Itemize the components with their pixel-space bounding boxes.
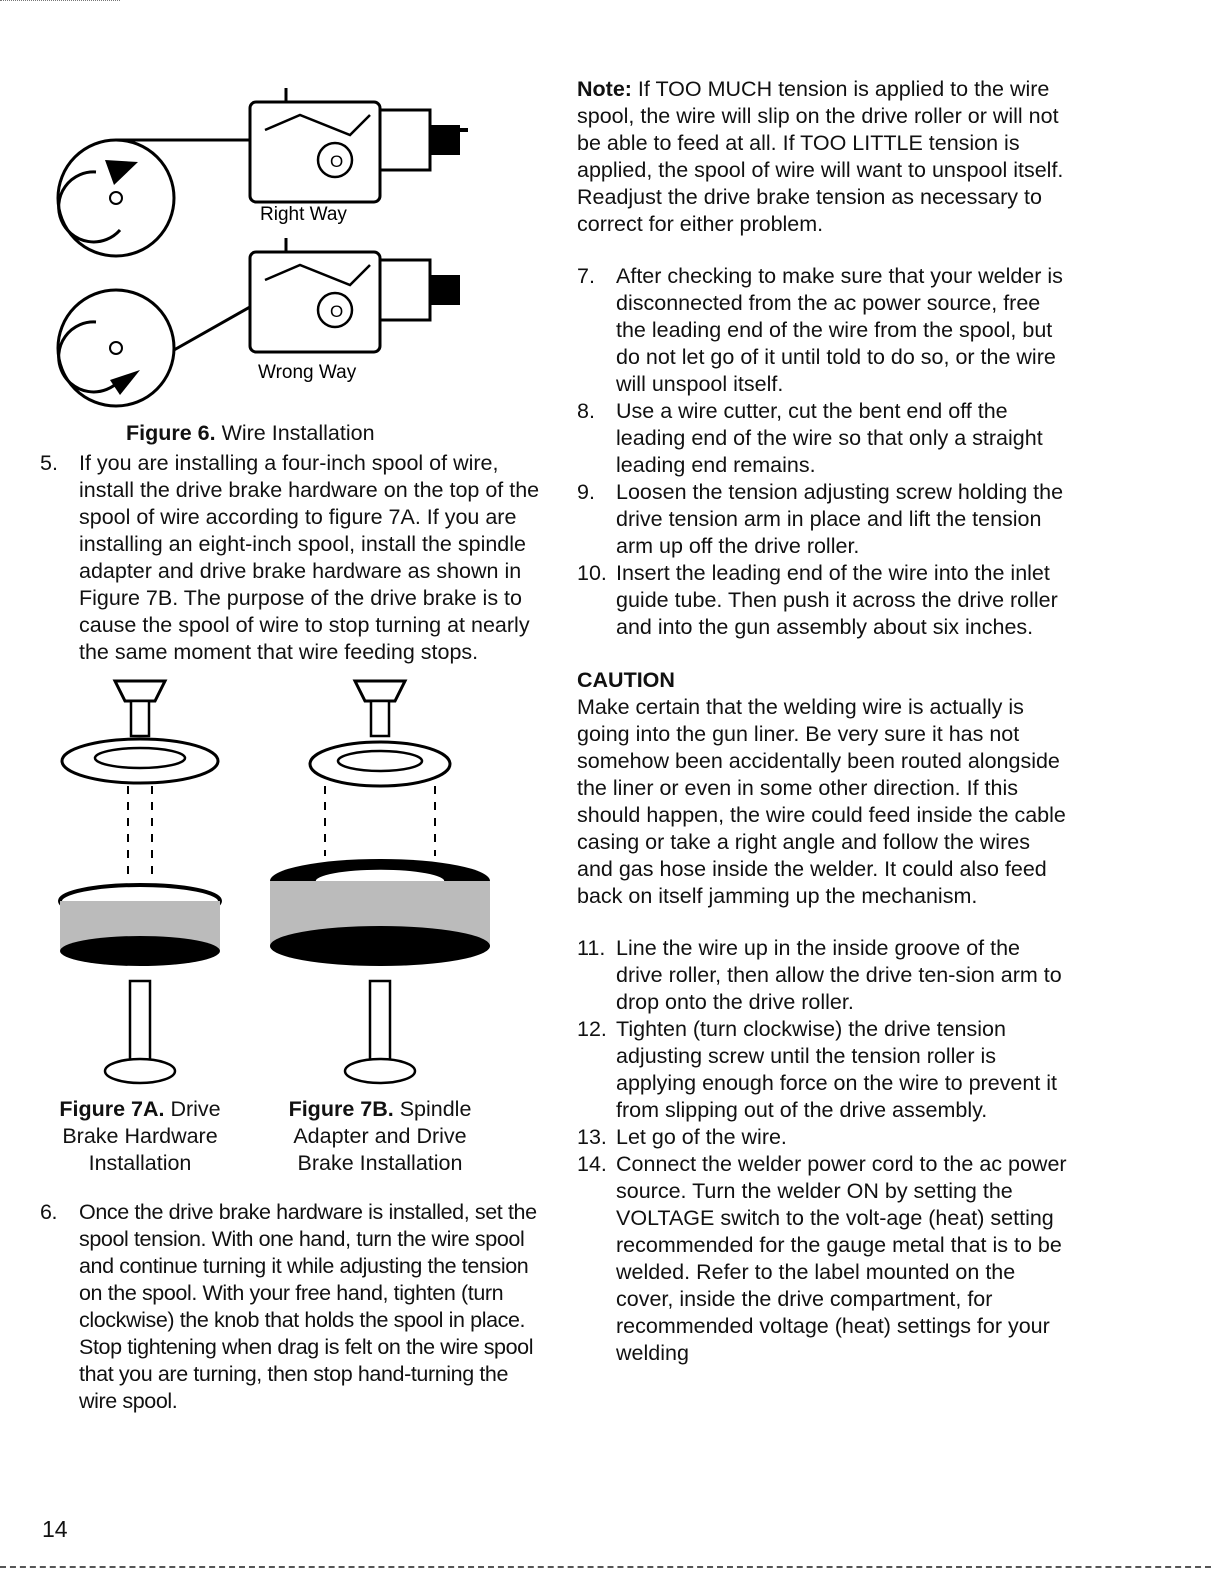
step-number: 8. bbox=[577, 399, 595, 423]
note-paragraph bbox=[577, 76, 1067, 238]
step-text: Once the drive brake hardware is installed, set the spool tension. With one hand, turn the wire spool and continue turning it while adjusting the tension on the spool. With your free hand, tighten (turn clockwise) the knob that holds the spool in place. Stop tightening when drag is felt on the wire spool that you are turning, then stop hand-turning the wire spool. bbox=[79, 1200, 537, 1413]
figure-7b-caption bbox=[275, 1096, 485, 1177]
step-12 bbox=[577, 1016, 1067, 1124]
step-number: 12. bbox=[577, 1017, 607, 1041]
step-text: Insert the leading end of the wire into the inlet guide tube. Then push it across the drive roller and into the gun assembly about six inches. bbox=[616, 561, 1058, 639]
scan-edge-marks bbox=[0, 0, 120, 7]
right-way-label: Right Way bbox=[260, 204, 347, 225]
step-9 bbox=[577, 479, 1067, 560]
figure-6-caption-label: Figure 6. bbox=[126, 421, 216, 445]
step-number: 6. bbox=[40, 1200, 58, 1224]
step-text: If you are installing a four-inch spool of wire, install the drive brake hardware on the top of the spool of wire according to figure 7A. If you are installing an eight-inch spool, install the spindle adapter and drive brake hardware as shown in Figure 7B. The purpose of the drive brake is to cause the spool of wire to stop turning at nearly the same moment that wire feeding stops. bbox=[79, 451, 540, 664]
step-number: 9. bbox=[577, 480, 595, 504]
step-6 bbox=[40, 1199, 540, 1415]
caution-title: CAUTION bbox=[577, 668, 675, 692]
wrong-way-diagram bbox=[58, 238, 460, 406]
figure-6-illustration bbox=[50, 60, 530, 425]
steps-right-a bbox=[577, 263, 1067, 641]
step-text: Use a wire cutter, cut the bent end off the leading end of the wire so that only a straight leading end remains. bbox=[616, 399, 1043, 477]
left-column bbox=[40, 60, 540, 1415]
svg-text:O: O bbox=[330, 152, 344, 171]
right-column bbox=[577, 76, 1067, 1367]
figure-7a-drawing bbox=[60, 681, 220, 1083]
caution-text: Make certain that the welding wire is actually is going into the gun liner. Be very sure it has not somehow been accidentally been routed alongside the liner or even in some other direction. If this should happen, the wire could feed inside the cable casing or take a right angle and follow the wires and gas hose inside the welder. It could also feed back on itself jamming up the mechanism. bbox=[577, 695, 1066, 908]
figure-7-illustration bbox=[40, 676, 520, 1096]
figure-7b-drawing bbox=[270, 681, 490, 1083]
step-number: 7. bbox=[577, 264, 595, 288]
figure-7b-caption-text: Spindle Adapter and Drive Brake Installation bbox=[293, 1097, 472, 1175]
figure-6-caption-text: Wire Installation bbox=[215, 421, 375, 445]
step-14 bbox=[577, 1151, 1067, 1367]
steps-left bbox=[40, 450, 540, 666]
step-text: Let go of the wire. bbox=[616, 1125, 787, 1149]
step-number: 14. bbox=[577, 1152, 607, 1176]
figure-7-captions bbox=[40, 1096, 540, 1177]
step-5 bbox=[40, 450, 540, 666]
step-11 bbox=[577, 935, 1067, 1016]
steps-right-b bbox=[577, 935, 1067, 1367]
step-text: Line the wire up in the inside groove of the drive roller, then allow the drive ten-sion arm to drop onto the drive roller. bbox=[616, 936, 1062, 1014]
step-7 bbox=[577, 263, 1067, 398]
step-number: 11. bbox=[577, 936, 606, 960]
wrong-way-label: Wrong Way bbox=[258, 362, 357, 383]
step-number: 13. bbox=[577, 1125, 607, 1149]
step-text: Loosen the tension adjusting screw holding the drive tension arm in place and lift the tension arm up off the drive roller. bbox=[616, 480, 1064, 558]
figure-7b-caption-label: Figure 7B. bbox=[288, 1097, 394, 1121]
step-text: After checking to make sure that your welder is disconnected from the ac power source, free the leading end of the wire from the spool, but do not let go of it until told to do so, or the wire will unspool itself. bbox=[616, 264, 1063, 396]
figure-7a-caption-text: Drive Brake Hardware Installation bbox=[62, 1097, 221, 1175]
page-number: 14 bbox=[42, 1516, 68, 1542]
right-way-diagram bbox=[58, 88, 468, 256]
step-10 bbox=[577, 560, 1067, 641]
step-number: 5. bbox=[40, 451, 58, 475]
step-8 bbox=[577, 398, 1067, 479]
figure-6-caption bbox=[126, 420, 540, 447]
svg-text:O: O bbox=[330, 302, 344, 321]
scan-bottom-border bbox=[0, 1566, 1211, 1568]
step-13 bbox=[577, 1124, 1067, 1151]
step-6-list bbox=[40, 1199, 540, 1415]
figure-7a-caption bbox=[40, 1096, 240, 1177]
step-number: 10. bbox=[577, 561, 607, 585]
figure-7a-caption-label: Figure 7A. bbox=[59, 1097, 165, 1121]
note-text: If TOO MUCH tension is applied to the wire spool, the wire will slip on the drive roller or will not be able to feed at all. If TOO LITTLE tension is applied, the spool of wire will want to unspool itself. Readjust the drive brake tension as necessary to correct for either problem. bbox=[577, 77, 1064, 236]
note-label: Note: bbox=[577, 77, 632, 101]
step-text: Connect the welder power cord to the ac power source. Turn the welder ON by setting the VOLTAGE switch to the volt-age (heat) setting recommended for the gauge metal that is to be welded. Refer to the label mounted on the cover, inside the drive compartment, for recommended voltage (heat) settings for your welding bbox=[616, 1152, 1067, 1365]
step-text: Tighten (turn clockwise) the drive tension adjusting screw until the tension roller is applying enough force on the wire to prevent it from slipping out of the drive assembly. bbox=[616, 1017, 1058, 1122]
